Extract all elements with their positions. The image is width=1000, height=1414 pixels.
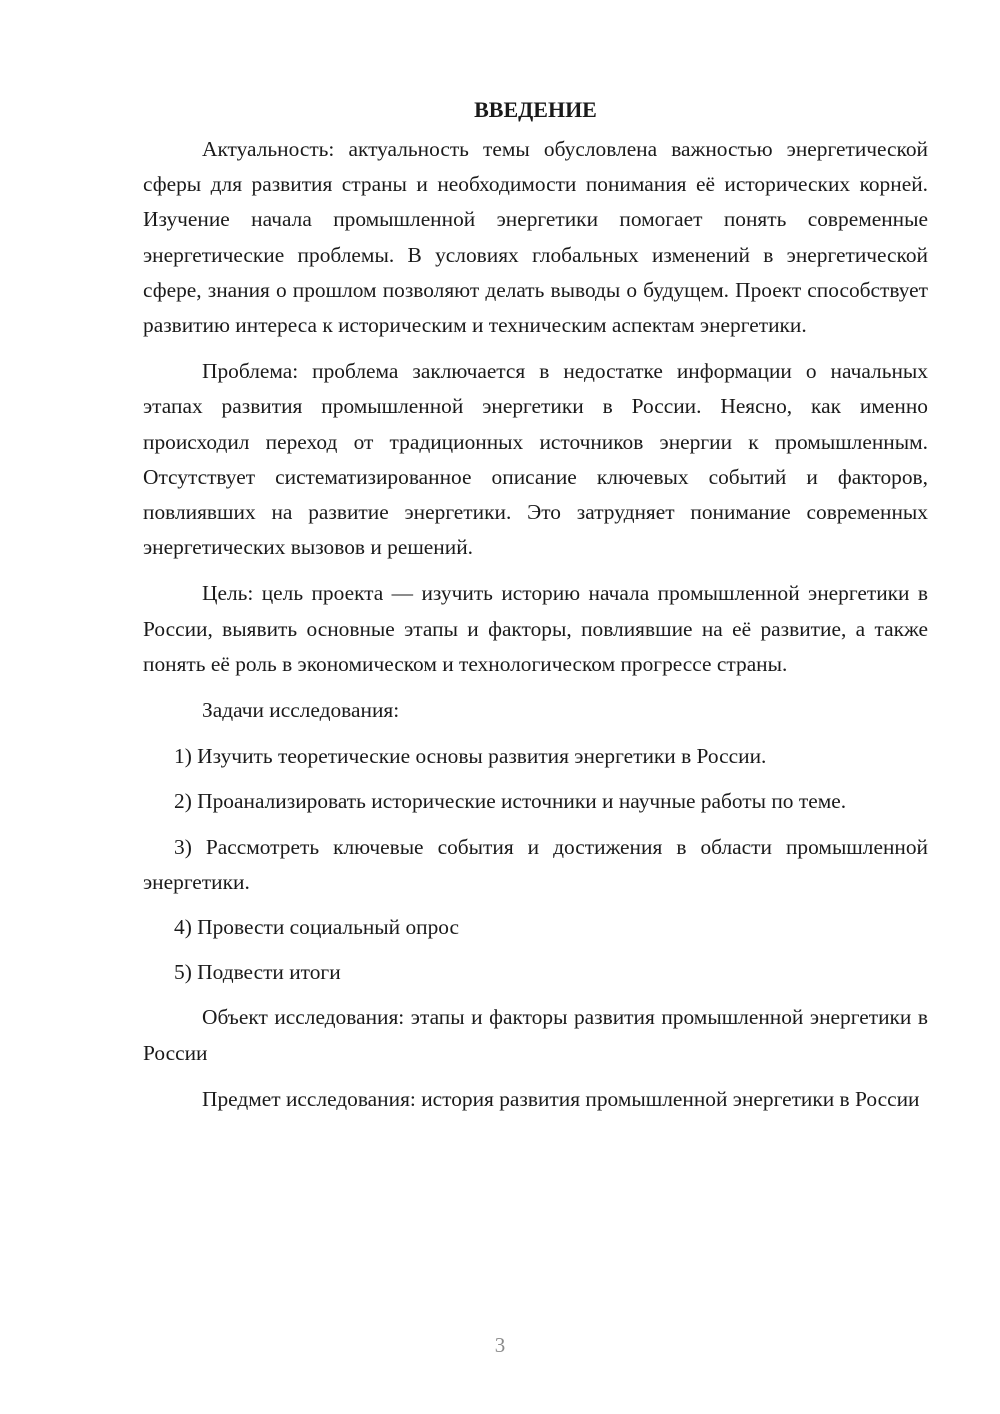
list-item: 2) Проанализировать исторические источники и научные работы по теме. bbox=[174, 789, 847, 814]
page-number: 3 bbox=[494, 1333, 506, 1357]
list-item: 5) Подвести итоги bbox=[174, 960, 341, 985]
problem-paragraph: Проблема: проблема заключается в недостатке информации о начальных этапах развития промышленной энергетики в России. Неясно, как именно происходил переход от традиционных источников энергии к промышленным. Отсутствует систематизированное описание ключевых событий и факторов, повлиявших на развитие энергетики. Это затрудняет понимание современных энергетических вызовов и решений. bbox=[143, 359, 928, 560]
goal-paragraph: Цель: цель проекта — изучить историю начала промышленной энергетики в России, выявить основные этапы и факторы, повлиявшие на её развитие, а также понять её роль в экономическом и технологическом прогрессе страны. bbox=[143, 581, 928, 676]
page-content bbox=[143, 92, 928, 1128]
tasks-list bbox=[143, 739, 928, 990]
research-object-paragraph: Объект исследования: этапы и факторы развития промышленной энергетики в России bbox=[143, 1005, 928, 1065]
list-item: 4) Провести социальный опрос bbox=[174, 915, 460, 940]
list-item: 3) Рассмотреть ключевые события и достижения в области промышленной энергетики. bbox=[143, 834, 928, 894]
page-title: ВВЕДЕНИЕ bbox=[474, 97, 597, 122]
relevance-paragraph: Актуальность: актуальность темы обусловлена важностью энергетической сферы для развития страны и необходимости понимания её исторических корней. Изучение начала промышленной энергетики помогает понять современные энергетические проблемы. В условиях глобальных изменений в энергетической сфере, знания о прошлом позволяют делать выводы о будущем. Проект способствует развитию интереса к историческим и техническим аспектам энергетики. bbox=[143, 137, 928, 338]
list-item: 1) Изучить теоретические основы развития энергетики в России. bbox=[174, 744, 767, 769]
research-subject-paragraph: Предмет исследования: история развития промышленной энергетики в России bbox=[202, 1086, 920, 1111]
tasks-heading: Задачи исследования: bbox=[202, 698, 400, 723]
